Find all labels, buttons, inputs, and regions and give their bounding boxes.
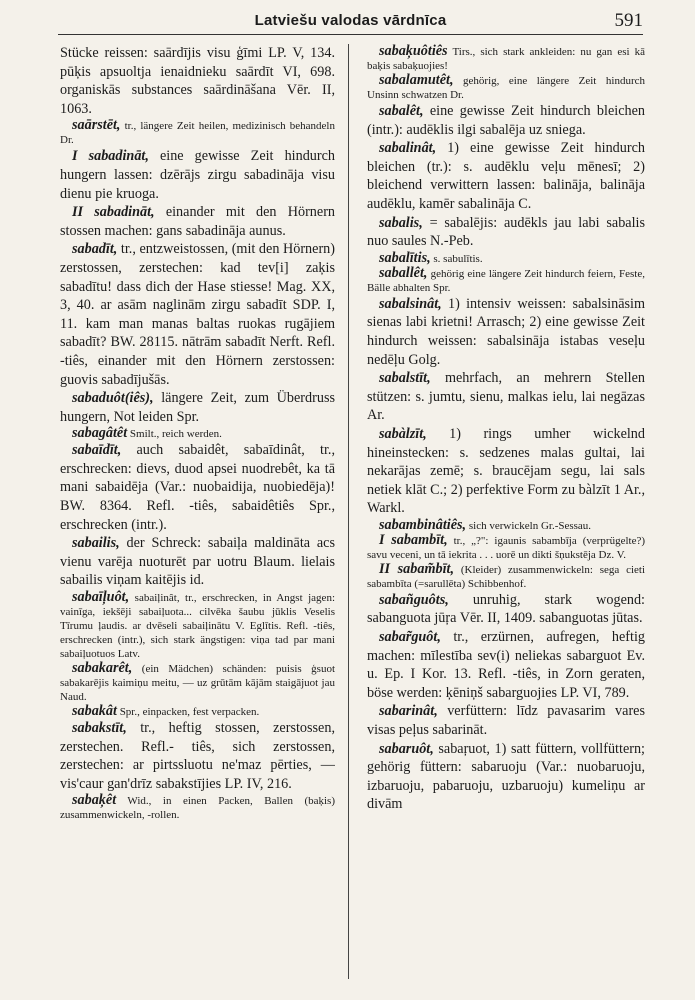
entry-headword: sabalinât,	[379, 140, 437, 157]
entry-definition: gehörig, eine längere Zeit hindurch Unsinn schwatzen Dr.	[367, 75, 645, 101]
entry-headword: sabagâtêt	[72, 425, 128, 442]
entry-definition: gehörig eine längere Zeit hindurch feiern, Feste, Bälle abhalten Spr.	[367, 267, 645, 294]
entry-definition: sabaŗuot, 1) satt füttern, vollfüttern; gehörig füttern: sabaruoju (Var.: nuobaruoju, izbaruoju, pabaruoju, uzbaruoju) kumeliņu ar divām	[367, 740, 645, 813]
dictionary-entry	[60, 44, 335, 118]
entry-headword: sabalstīt,	[379, 370, 431, 387]
dictionary-entry	[60, 793, 335, 822]
dictionary-entry	[60, 704, 335, 719]
entry-headword: sabaķuôtiês	[379, 44, 448, 59]
entry-definition: Smilt., reich werden.	[127, 428, 222, 441]
dictionary-entry	[367, 295, 645, 369]
entry-headword: sabalamutêt,	[379, 72, 454, 88]
entry-definition: tr., längere Zeit heilen, medizinisch behandeln Dr.	[60, 120, 335, 147]
entry-headword: sabarinât,	[379, 703, 438, 720]
dictionary-entry	[60, 534, 335, 590]
entry-definition: = sabalējis: audēkls jau labi sabalis nuo saules N.-Peb.	[367, 214, 645, 250]
entry-definition: mehrfach, an mehrern Stellen stützen: s. jumtu, sienu, malkas ielu, lai negāzas Ar.	[367, 370, 645, 424]
entry-headword: II sabam̃bīt,	[379, 560, 455, 577]
dictionary-entry	[60, 426, 335, 441]
entry-headword: sabalêt,	[379, 103, 424, 119]
entry-definition: auch sabaidêt, sabaīdinât, tr., erschrecken: dievs, duod apsei nuodrebêt, ka tā mani sabaidēja (Var.: nuobaidija, nuobiedēja)! BW. 8364. Refl. -tiês, sabaidêtiês Spr., erschrecken (intr.).	[60, 442, 335, 533]
entry-headword: sabaduôt(iês),	[72, 390, 154, 407]
dictionary-entry	[367, 139, 645, 213]
entry-headword: sabaķêt	[72, 792, 117, 809]
entry-headword: sabalsinât,	[379, 295, 442, 312]
dictionary-entry	[60, 147, 335, 203]
entry-definition: verfüttern: līdz pavasarim vares visas peļus sabarināt.	[367, 703, 645, 739]
entry-definition: 1) rings umher wickelnd hineinstecken: s. sedzenes malas gultai, lai nekarājas zemē; s. braucējam segu, lai sals netiek klāt C.; 2) perfektive Form zu bàlzīt 1 Ar., Warkl.	[367, 425, 645, 517]
entry-headword: sabar̃guôt,	[379, 629, 441, 646]
entry-headword: sabañguôts,	[379, 591, 449, 608]
entry-headword: sabakstīt,	[72, 720, 127, 737]
dictionary-entry	[367, 702, 645, 739]
dictionary-entry	[60, 590, 335, 661]
entry-definition: tr., erzürnen, aufregen, heftig machen: mīlestība sev(i) neliekas sabarguot Ev. u. Ep. I Kor. 13. Refl. -tiês, in Zorn geraten, böse werden: ķēniņš sabarguojies LP. VI, 789.	[367, 629, 645, 701]
dictionary-entry	[367, 266, 645, 295]
dictionary-entry	[367, 73, 645, 102]
entry-headword: saballêt,	[379, 264, 428, 281]
entry-definition: längere Zeit, zum Überdruss hungern, Not leiden Spr.	[60, 390, 335, 425]
entry-definition: Stücke reissen: saārdījis visu ģīmi LP. V, 134. pūķis apsuoltja ienaidnieku saārdīt VI, 698. organiskās substances saārdināšana Vēr. II, 1063.	[60, 45, 335, 117]
entry-definition: Wid., in einen Packen, Ballen (baķis) zusammenwickeln, -rollen.	[60, 795, 335, 822]
entry-definition: tr., heftig stossen, zerstossen, zerstechen. Refl.- tiês, sich zerstossen, zerstechen: ar pirtssluotu ne'maz pērties, — vis'caur gan'drīz sabakstījies LP. IV, 216.	[60, 720, 335, 792]
dictionary-entry	[367, 369, 645, 425]
entry-definition: 1) eine gewisse Zeit hindurch bleichen (tr.): s. audēklu veļu mēnesī; 2) bleichend verwittern lassen: balināja, balināja audēklu, kamēr sabalināja C.	[367, 140, 645, 212]
dictionary-entry	[367, 518, 645, 533]
entry-headword: sabaruôt,	[379, 740, 434, 757]
entry-definition: der Schreck: sabaiļa maldināta acs vienu varēja nuoturēt par uotru Blaum. lielais sabailis viņam kaitējis id.	[60, 535, 335, 589]
page-header	[58, 10, 643, 35]
dictionary-entry	[367, 740, 645, 814]
entry-definition: s. sabulītis.	[430, 252, 483, 265]
dictionary-entry	[367, 591, 645, 628]
entry-headword: sabailis,	[72, 535, 120, 552]
dictionary-entry	[367, 562, 645, 591]
entry-definition: eine gewisse Zeit hindurch bleichen (intr.): audēklis ilgi sabalēja uz sniega.	[367, 103, 645, 138]
dictionary-entry	[367, 533, 645, 562]
entry-headword: II sabadināt,	[72, 204, 155, 221]
dictionary-entry	[60, 719, 335, 793]
entry-headword: sabadīt,	[72, 241, 118, 258]
dictionary-entry	[367, 425, 645, 518]
entry-definition: eine gewisse Zeit hindurch hungern lassen: dzērājs zirgu sabadināja visu dienu pie kruoga.	[60, 148, 335, 202]
entry-definition: tr., „?": igaunis sabambīja (verprügelte?) savu veceni, un tā iekrita . . . uorē un dikti šņukstēja Dz. V.	[367, 534, 645, 561]
dictionary-entry	[60, 661, 335, 704]
dictionary-entry	[60, 203, 335, 240]
left-column	[60, 44, 335, 994]
entry-headword: sabambinâtiês,	[379, 516, 467, 533]
entry-definition: einander mit den Hörnern stossen machen: gans sabadināja aunus.	[60, 204, 335, 239]
dictionary-entry	[60, 389, 335, 426]
entry-headword: sabalītis,	[379, 249, 431, 266]
entry-headword: sabalis,	[379, 214, 423, 231]
entry-headword: saārstēt,	[72, 117, 121, 134]
entry-definition: Spr., einpacken, fest verpacken.	[116, 706, 260, 719]
entry-headword: sabakarêt,	[72, 660, 133, 677]
dictionary-entry	[367, 214, 645, 251]
entry-headword: sabàlzīt,	[379, 425, 427, 442]
dictionary-entry	[60, 441, 335, 534]
dictionary-entry	[367, 628, 645, 702]
dictionary-entry	[367, 44, 645, 73]
page-number: 591	[614, 10, 643, 31]
entry-definition: unruhig, stark wogend: sabanguota jūŗa Vēr. II, 1409. sabanguotas jūtas.	[367, 591, 645, 627]
running-title: Latviešu valodas vārdnīca	[254, 12, 447, 29]
entry-definition: (ein Mädchen) schänden: puisis ģsuot sabakarējis kaimiņu meitu, — uz grūtām kājām staigājuot jau Naud.	[60, 663, 335, 704]
entry-definition: tr., entzweistossen, (mit den Hörnern) zerstossen, zerstechen: kad tev[i] zaķis sabadītu! dass dich der Hase stiesse! Mag. XX, 3, 40. ar asām naglinām zirgu sabadīt SDP. I, 11. kam man manas baltas ruokas rugājiem sabadīt? BW. 28115. nātrām sabadīt Nerft. Refl. -tiês, einander mit den Hörnern zerstossen: guovis sabadījušās.	[60, 241, 335, 388]
entry-headword: I sabadināt,	[72, 148, 149, 165]
dictionary-entry	[60, 240, 335, 389]
dictionary-entry	[367, 251, 645, 266]
entry-headword: sabaīļuôt,	[72, 589, 130, 606]
dictionary-entry	[367, 102, 645, 139]
entry-headword: sabaīdīt,	[72, 442, 122, 459]
column-divider	[348, 44, 349, 979]
right-column	[367, 44, 645, 994]
entry-definition: sich verwickeln Gr.-Sessau.	[466, 519, 592, 532]
entry-definition: 1) intensiv weissen: sabalsināsim sienas labi krietni! Arrasch; 2) eine gewisse Zeit hindurch weissen: sabalsināja istabas veseļu nedēļu Golg.	[367, 295, 645, 368]
entry-definition: (Kleider) zusammenwickeln: sega cieti sabambīta (=sarullēta) Schibbenhof.	[367, 563, 645, 590]
entry-headword: I sabambīt,	[379, 531, 448, 548]
dictionary-entry	[60, 118, 335, 147]
entry-definition: Tirs., sich stark ankleiden: nu gan esi kā baķis sabaķuojies!	[367, 46, 645, 72]
entry-headword: sabakât	[72, 703, 117, 720]
entry-definition: sabaiļinât, tr., erschrecken, in Angst jagen: vainīga, iekšēji sabaiļuota... cilvēka šaubu jūklis Veselis Tīrumu ļaudis. ar dvēseli sabaiļinātu V. Eglītis. Refl. -tiês, erschrecken (intr.), sich stark ängstigen: viņa tad par mani sabaiļuotuos Latv.	[60, 592, 335, 661]
